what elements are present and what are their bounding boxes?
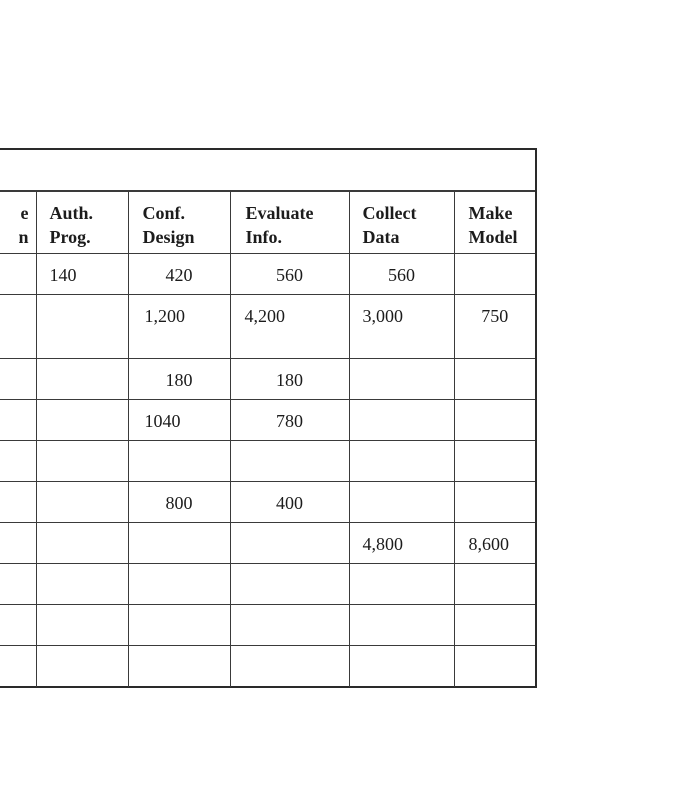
table-cell: [454, 564, 535, 605]
table-row: [0, 605, 535, 646]
table-cell: [36, 441, 128, 482]
table-cell: [128, 646, 230, 687]
table-cell: [349, 400, 454, 441]
table-cell: [0, 646, 36, 687]
header-evaluate-info: [230, 192, 349, 254]
table-row: [0, 523, 535, 564]
header-auth-prog: [36, 192, 128, 254]
table-cell: [454, 605, 535, 646]
header-line-2: Data: [362, 227, 400, 247]
header-row: [0, 192, 535, 254]
header-fragment-line-2: n: [18, 227, 29, 247]
table-cell: [230, 646, 349, 687]
header-line-2: Design: [142, 227, 195, 247]
table-cell: [36, 359, 128, 400]
header-line-2: Info.: [245, 227, 283, 247]
table-cell: [128, 564, 230, 605]
table-cell: [454, 359, 535, 400]
table-title-band: [0, 150, 535, 191]
table-cell: 750: [454, 295, 535, 359]
table-cell: [230, 564, 349, 605]
table-cell: [0, 564, 36, 605]
table-cell: 560: [230, 254, 349, 295]
table-cell: [0, 523, 36, 564]
table-cell: 800: [128, 482, 230, 523]
header-conf-design: [128, 192, 230, 254]
table-cell: [454, 400, 535, 441]
table-row: [0, 482, 535, 523]
table-cell: 400: [230, 482, 349, 523]
table-cell: [0, 441, 36, 482]
table-cell: [454, 254, 535, 295]
table-row: [0, 400, 535, 441]
table-cell: [349, 359, 454, 400]
table-cell: [36, 605, 128, 646]
table-cell: 180: [230, 359, 349, 400]
table-cell: [36, 295, 128, 359]
table-cell: [230, 605, 349, 646]
table-cell: [128, 523, 230, 564]
table-row: [0, 295, 535, 359]
table-cell: 560: [349, 254, 454, 295]
table-cell: [36, 400, 128, 441]
header-line-2: Model: [468, 227, 518, 247]
table-cell: 420: [128, 254, 230, 295]
table-cell: 4,200: [230, 295, 349, 359]
table-cell: 3,000: [349, 295, 454, 359]
table-cell: 1,200: [128, 295, 230, 359]
table-cell: [0, 400, 36, 441]
table-cell: [0, 254, 36, 295]
table-cell: 780: [230, 400, 349, 441]
data-table-frame: [0, 148, 537, 688]
table-cell: 180: [128, 359, 230, 400]
table-cell: [36, 564, 128, 605]
table-cell: 8,600: [454, 523, 535, 564]
header-line-1: Conf.: [142, 203, 186, 223]
table-cell: [128, 441, 230, 482]
table-cell: [230, 523, 349, 564]
header-line-1: Make: [468, 203, 513, 223]
table-cell: [128, 605, 230, 646]
table-cell: [0, 482, 36, 523]
table-cell: [36, 482, 128, 523]
table-cell: [349, 564, 454, 605]
table-row: [0, 254, 535, 295]
header-cell-truncated: [0, 192, 36, 254]
table-cell: 140: [36, 254, 128, 295]
table-row: [0, 359, 535, 400]
header-fragment-line-1: e: [20, 203, 29, 223]
header-line-1: Auth.: [49, 203, 94, 223]
header-collect-data: [349, 192, 454, 254]
header-line-1: Collect: [362, 203, 417, 223]
table-cell: [349, 605, 454, 646]
header-line-2: Prog.: [49, 227, 91, 247]
table-cell: 1040: [128, 400, 230, 441]
data-table: [0, 191, 535, 687]
table-cell: 4,800: [349, 523, 454, 564]
header-make-model: [454, 192, 535, 254]
table-cell: [454, 482, 535, 523]
table-row: [0, 564, 535, 605]
header-line-1: Evaluate: [245, 203, 314, 223]
table-cell: [349, 441, 454, 482]
table-cell: [349, 482, 454, 523]
table-cell: [0, 295, 36, 359]
table-cell: [36, 646, 128, 687]
table-cell: [454, 441, 535, 482]
table-cell: [0, 359, 36, 400]
table-cell: [454, 646, 535, 687]
table-cell: [349, 646, 454, 687]
table-cell: [230, 441, 349, 482]
table-row: [0, 441, 535, 482]
table-cell: [0, 605, 36, 646]
table-cell: [36, 523, 128, 564]
table-row: [0, 646, 535, 687]
